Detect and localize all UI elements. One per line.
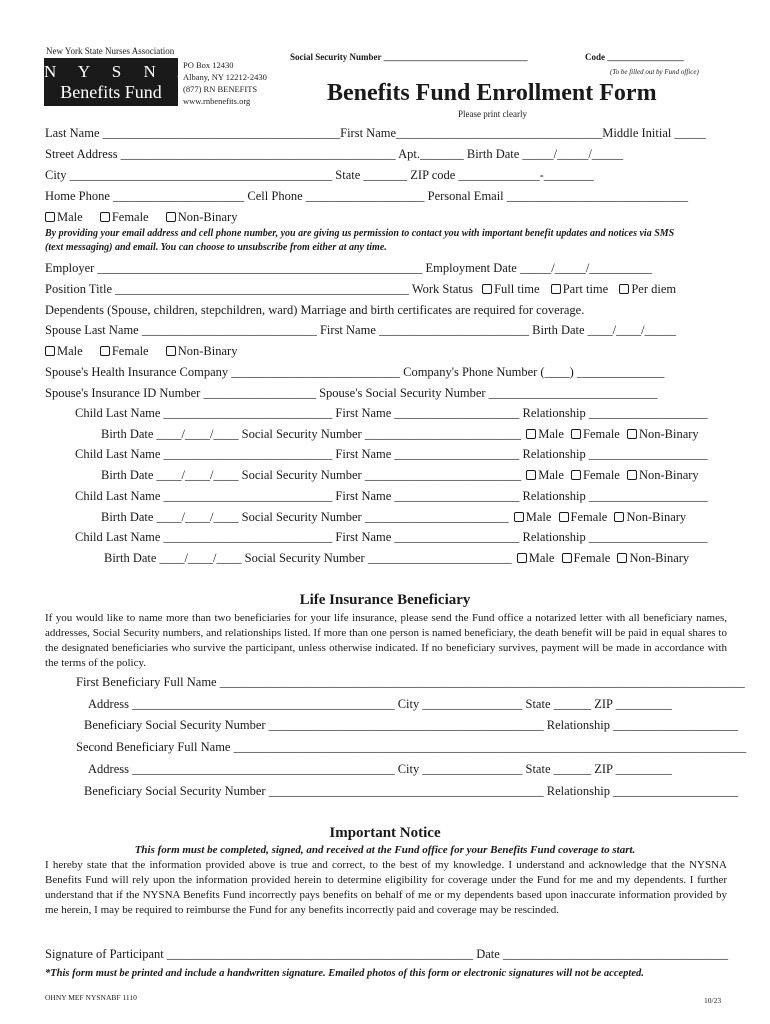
child-1-gender-nonbinary[interactable]: Non-Binary xyxy=(627,427,699,441)
work-status-parttime[interactable]: Part time xyxy=(551,282,608,296)
spouse-gender-group xyxy=(45,344,237,359)
child-4-birth-field[interactable]: Birth Date ____/____/____ Social Security Number _______________________ xyxy=(104,551,512,565)
checkbox-icon[interactable] xyxy=(619,284,629,294)
child-4-name-row[interactable]: Child Last Name ___________________________ First Name ____________________ Relationship ___________________ xyxy=(75,530,708,544)
child-1-gender-male[interactable]: Male xyxy=(526,427,564,441)
child-3-birth-row[interactable] xyxy=(101,510,686,525)
checkbox-icon[interactable] xyxy=(627,429,637,439)
child-2-name-row[interactable]: Child Last Name ___________________________ First Name ____________________ Relationship ___________________ xyxy=(75,447,708,461)
logo-text-bottom: Benefits Fund xyxy=(60,82,162,102)
contact-po-box: PO Box 12430 xyxy=(183,60,234,70)
notice-subtitle: This form must be completed, signed, and received at the Fund office for your Benefits Fund coverage to start. xyxy=(134,844,636,856)
child-2-birth-row[interactable] xyxy=(101,468,699,483)
member-gender-female[interactable]: Female xyxy=(100,210,149,224)
checkbox-icon[interactable] xyxy=(526,470,536,480)
member-gender-nonbinary[interactable]: Non-Binary xyxy=(166,210,238,224)
child-1-birth-field[interactable]: Birth Date ____/____/____ Social Security Number _________________________ xyxy=(101,427,522,441)
checkbox-icon[interactable] xyxy=(562,553,572,563)
contact-block xyxy=(183,59,267,107)
checkbox-icon[interactable] xyxy=(571,470,581,480)
checkbox-icon[interactable] xyxy=(517,553,527,563)
member-gender-male[interactable]: Male xyxy=(45,210,83,224)
member-city-row[interactable]: City __________________________________________ State _______ ZIP code _____________-________ xyxy=(45,168,594,182)
member-name-row[interactable]: Last Name ______________________________________First Name_________________________________Middle Initial _____ xyxy=(45,126,706,140)
beneficiary-title: Life Insurance Beneficiary xyxy=(299,592,471,608)
form-code: OHNY MEF NYSNABF 1110 xyxy=(45,993,137,1002)
signature-footnote: *This form must be printed and include a handwritten signature. Emailed photos of this form or electronic signatures will not be accepted. xyxy=(45,968,644,979)
checkbox-icon[interactable] xyxy=(627,470,637,480)
dependents-intro: Dependents (Spouse, children, stepchildren, ward) Marriage and birth certificates are required for coverage. xyxy=(45,303,585,317)
checkbox-icon[interactable] xyxy=(166,346,176,356)
child-4-gender-female[interactable]: Female xyxy=(562,551,611,565)
position-field[interactable]: Position Title _______________________________________________ Work Status xyxy=(45,282,473,296)
child-2-birth-field[interactable]: Birth Date ____/____/____ Social Security Number _________________________ xyxy=(101,468,522,482)
checkbox-icon[interactable] xyxy=(100,212,110,222)
checkbox-icon[interactable] xyxy=(526,429,536,439)
notice-title: Important Notice xyxy=(329,825,441,841)
second-beneficiary-ssn-row[interactable]: Beneficiary Social Security Number ____________________________________________ Relationship ____________________ xyxy=(84,784,739,798)
code-field[interactable]: Code _________________ xyxy=(585,52,684,62)
form-title: Benefits Fund Enrollment Form xyxy=(327,80,657,106)
contact-website[interactable]: www.rnbenefits.org xyxy=(183,96,251,106)
child-1-name-row[interactable]: Child Last Name ___________________________ First Name ____________________ Relationship ___________________ xyxy=(75,406,708,420)
child-4-gender-male[interactable]: Male xyxy=(517,551,555,565)
child-1-gender-female[interactable]: Female xyxy=(571,427,620,441)
checkbox-icon[interactable] xyxy=(559,512,569,522)
second-beneficiary-name-row[interactable]: Second Beneficiary Full Name __________________________________________________________________________________ xyxy=(76,740,747,754)
child-3-birth-field[interactable]: Birth Date ____/____/____ Social Security Number _______________________ xyxy=(101,510,509,524)
checkbox-icon[interactable] xyxy=(614,512,624,522)
first-beneficiary-ssn-row[interactable]: Beneficiary Social Security Number ____________________________________________ Relationship ____________________ xyxy=(84,718,739,732)
second-beneficiary-address-row[interactable]: Address __________________________________________ City ________________ State ______ ZIP _________ xyxy=(88,762,672,776)
checkbox-icon[interactable] xyxy=(100,346,110,356)
child-1-birth-row[interactable] xyxy=(101,427,699,442)
child-2-gender-nonbinary[interactable]: Non-Binary xyxy=(627,468,699,482)
spouse-health-row[interactable]: Spouse's Health Insurance Company ___________________________ Company's Phone Number (____) ______________ xyxy=(45,365,665,379)
consent-note: By providing your email address and cell phone number, you are giving us permission to contact you with important benefit updates and notices via SMS (text messaging) and email. You can choose to unsubscribe from either at any time. xyxy=(45,228,675,253)
first-beneficiary-address-row[interactable]: Address __________________________________________ City ________________ State ______ ZIP _________ xyxy=(88,697,672,711)
form-date: 10/23 xyxy=(704,996,722,1005)
top-ssn-field[interactable]: Social Security Number ________________________________ xyxy=(290,52,528,62)
checkbox-icon[interactable] xyxy=(571,429,581,439)
checkbox-icon[interactable] xyxy=(617,553,627,563)
child-3-gender-nonbinary[interactable]: Non-Binary xyxy=(614,510,686,524)
logo-text-top: N Y S N A xyxy=(44,62,199,81)
child-3-name-row[interactable]: Child Last Name ___________________________ First Name ____________________ Relationship ___________________ xyxy=(75,489,708,503)
work-status-fulltime[interactable]: Full time xyxy=(482,282,540,296)
position-row[interactable] xyxy=(45,282,676,297)
org-name: New York State Nurses Association xyxy=(46,46,175,56)
child-2-gender-male[interactable]: Male xyxy=(526,468,564,482)
child-3-gender-male[interactable]: Male xyxy=(514,510,552,524)
member-phone-row[interactable]: Home Phone _____________________ Cell Phone ___________________ Personal Email _____________________________ xyxy=(45,189,689,203)
checkbox-icon[interactable] xyxy=(514,512,524,522)
spouse-gender-nonbinary[interactable]: Non-Binary xyxy=(166,344,238,358)
spouse-gender-male[interactable]: Male xyxy=(45,344,83,358)
signature-row[interactable]: Signature of Participant _________________________________________________ Date ____________________________________ xyxy=(45,947,728,961)
nysna-logo xyxy=(44,58,199,106)
child-4-birth-row[interactable] xyxy=(104,551,689,566)
checkbox-icon[interactable] xyxy=(45,212,55,222)
member-gender-group xyxy=(45,210,237,225)
spouse-name-row[interactable]: Spouse Last Name ____________________________ First Name ________________________ Birth Date ____/____/_____ xyxy=(45,323,676,337)
notice-paragraph: I hereby state that the information provided above is true and correct, to the best of my knowledge. I understand and acknowledge that the NYSNA Benefits Fund will rely upon the information provided herein to determine eligibility for coverage under the Fund for me and my dependents. I further understand that if the NYSNA Benefits Fund incorrectly pays benefits on behalf of me or my dependents based upon inaccurate information provided by me herein, I may be required to reimburse the Fund for any benefits incorrectly paid and coverage may be rescinded. xyxy=(45,859,727,916)
child-4-gender-nonbinary[interactable]: Non-Binary xyxy=(617,551,689,565)
child-3-gender-female[interactable]: Female xyxy=(559,510,608,524)
employer-row[interactable]: Employer ____________________________________________________ Employment Date _____/_____/__________ xyxy=(45,261,652,275)
checkbox-icon[interactable] xyxy=(166,212,176,222)
print-note: Please print clearly xyxy=(458,109,527,119)
checkbox-icon[interactable] xyxy=(482,284,492,294)
spouse-gender-female[interactable]: Female xyxy=(100,344,149,358)
spouse-id-row[interactable]: Spouse's Insurance ID Number __________________ Spouse's Social Security Number ___________________________ xyxy=(45,386,658,400)
checkbox-icon[interactable] xyxy=(45,346,55,356)
contact-phone: (877) RN BENEFITS xyxy=(183,84,258,94)
child-2-gender-female[interactable]: Female xyxy=(571,468,620,482)
beneficiary-paragraph: If you would like to name more than two beneficiaries for your life insurance, please send the Fund office a notarized letter with all beneficiary names, addresses, Social Security numbers, and relationships listed. If more than one person is named beneficiary, the death benefit will be paid in equal shares to the designated beneficiaries who survive the participant, unless otherwise indicated. If no beneficiary survives, payment will be made in accordance with the terms of the policy. xyxy=(45,612,727,669)
checkbox-icon[interactable] xyxy=(551,284,561,294)
first-beneficiary-name-row[interactable]: First Beneficiary Full Name ____________________________________________________________________________________ xyxy=(76,675,745,689)
work-status-perdiem[interactable]: Per diem xyxy=(619,282,676,296)
code-note: (To be filled out by Fund office) xyxy=(610,68,699,76)
contact-city: Albany, NY 12212-2430 xyxy=(183,72,267,82)
member-address-row[interactable]: Street Address ____________________________________________ Apt._______ Birth Date _____/_____/_____ xyxy=(45,147,624,161)
